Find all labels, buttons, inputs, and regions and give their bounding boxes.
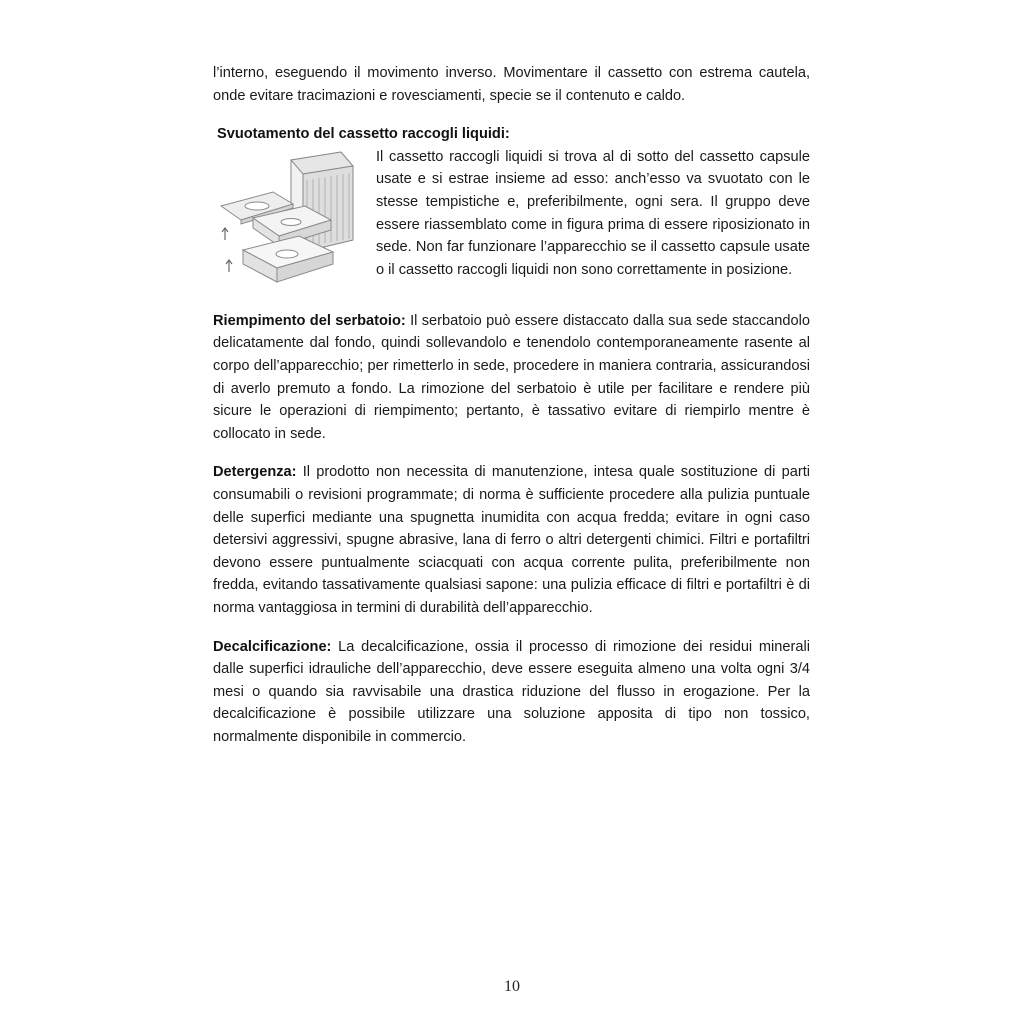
section-drip-tray xyxy=(213,146,810,294)
section-cleaning-title: Detergenza: xyxy=(213,464,297,481)
section-cleaning-text: Il prodotto non necessita di manutenzione, intesa quale sostituzione di parti consumabili o revisioni programmate; di norma è sufficiente procedere alla pulizia puntuale delle superfici mediante una spugnetta inumidita con acqua fredda; evitare in ogni caso detersivi aggressivi, spugne abrasive, lana di ferro o altri detergenti chimici. Filtri e portafiltri devono essere puntualmente sciacquati con acqua corrente pulita, preferibilmente non fredda, evitando tassativamente qualsiasi sapone: una pulizia efficace di filtri e portafiltri è di norma vantaggiosa in termini di durabilità dell’apparecchio. xyxy=(213,464,810,616)
section-drip-tray-title-line xyxy=(213,123,810,146)
section-descaling-title: Decalcificazione: xyxy=(213,638,332,655)
section-descaling xyxy=(213,636,810,749)
page-number: 10 xyxy=(504,978,520,995)
section-descaling-text: La decalcificazione, ossia il processo di rimozione dei residui minerali dalle superfici idrauliche dell’apparecchio, deve essere eseguita almeno una volta ogni 3/4 mesi o quando sia ravvisabile una drastica riduzione del flusso in erogazione. Per la decalcificazione è possibile utilizzare una soluzione apposita di tipo non tossico, normalmente disponibile in commercio. xyxy=(213,638,810,745)
page-body xyxy=(213,62,810,764)
section-tank xyxy=(213,310,810,446)
section-drip-tray-title: Svuotamento del cassetto raccogli liquidi: xyxy=(217,126,510,143)
intro-paragraph: l’interno, eseguendo il movimento inverso. Movimentare il cassetto con estrema cautela, onde evitare tracimazioni e rovesciamenti, specie se il contenuto e caldo. xyxy=(213,65,810,104)
drip-tray-assembly-illustration xyxy=(213,148,363,294)
section-drip-tray-text: Il cassetto raccogli liquidi si trova al di sotto del cassetto capsule usate e si estrae insieme ad esso: anch’esso va svuotato con le stesse tempistiche e, preferibilmente, ogni sera. Il gruppo deve essere riassemblato come in figura prima di essere riposizionato in sede. Non far funzionare l’apparecchio se il cassetto capsule usate o il cassetto raccogli liquidi non sono correttamente in posizione. xyxy=(376,148,810,278)
section-tank-text: Il serbatoio può essere distaccato dalla sua sede staccandolo delicatamente dal fondo, quindi sollevandolo e tenendolo contemporaneamente rasente al corpo dell’apparecchio; per rimetterlo in sede, procedere in maniera contraria, assicurandosi di averlo premuto a fondo. La rimozione del serbatoio è utile per facilitare e rendere più sicure le operazioni di riempimento; pertanto, è tassativo evitare di riempirlo mentre è collocato in sede. xyxy=(213,312,810,442)
section-tank-title: Riempimento del serbatoio: xyxy=(213,312,406,329)
section-cleaning xyxy=(213,461,810,619)
